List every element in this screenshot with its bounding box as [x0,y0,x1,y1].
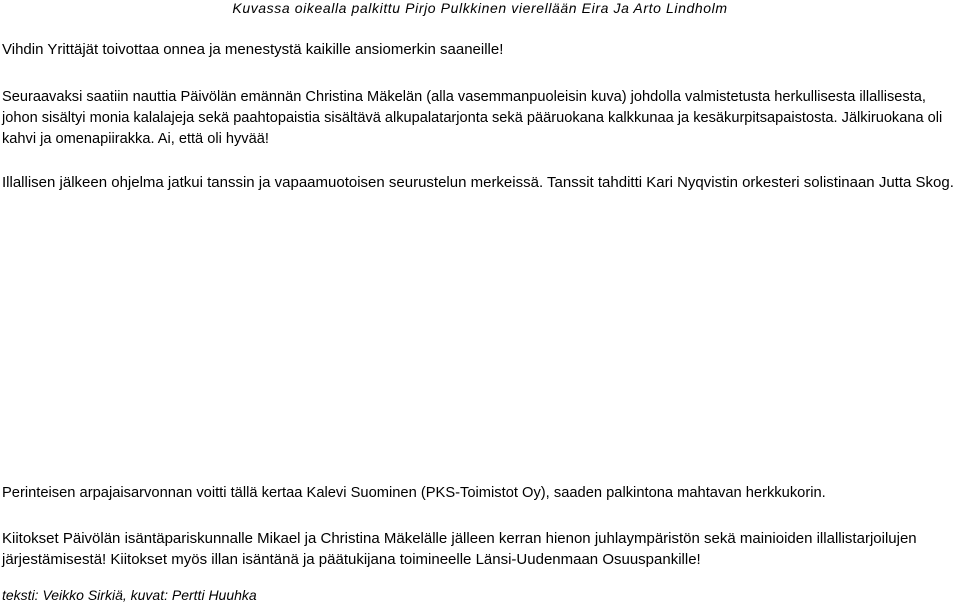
photo-caption: Kuvassa oikealla palkittu Pirjo Pulkkinen vierellään Eira Ja Arto Lindholm [232,0,728,16]
dance-paragraph: Illallisen jälkeen ohjelma jatkui tanssin ja vapaamuotoisen seurustelun merkeissä. Tanssit tahditti Kari Nyqvistin orkesteri solistinaan Jutta Skog. [2,174,954,191]
lottery-paragraph: Perinteisen arpajaisarvonnan voitti tällä kertaa Kalevi Suominen (PKS-Toimistot Oy), saaden palkintona mahtavan herkkukorin. [2,485,826,501]
thanks-paragraph: Kiitokset Päivölän isäntäpariskunnalle Mikael ja Christina Mäkelälle jälleen kerran hienon juhlaympäristön sekä mainioiden illallistarjoilujen järjestämisestä! Kiitokset myös illan isäntänä ja päätukijana toimineelle Länsi-Uudenmaan Osuuspankille! [2,530,917,568]
congratulations-paragraph: Vihdin Yrittäjät toivottaa onnea ja menestystä kaikille ansiomerkin saaneille! [2,41,504,58]
dinner-paragraph: Seuraavaksi saatiin nauttia Päivölän emännän Christina Mäkelän (alla vasemmanpuoleisin kuva) johdolla valmistetusta herkullisesta illallisesta, johon sisältyi monia kalalajeja sekä paahtopaistia sisältävä alkupalatarjonta sekä pääruokana kalkkunaa ja kesäkurpitsapaistosta. Jälkiruokana oli kahvi ja omenapiirakka. Ai, että oli hyvää! [2,89,943,147]
author-credit: teksti: Veikko Sirkiä, kuvat: Pertti Huuhka [2,587,257,603]
